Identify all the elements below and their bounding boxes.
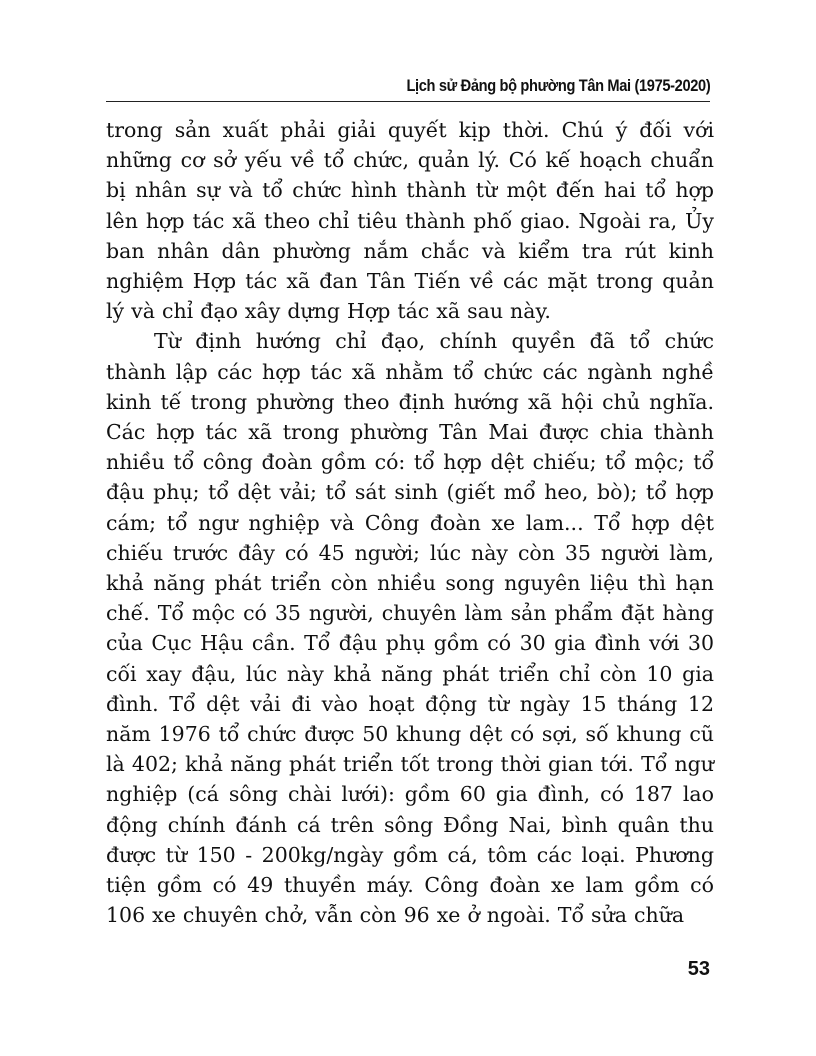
- paragraph: Từ định hướng chỉ đạo, chính quyền đã tổ chức thành lập các hợp tác xã nhằm tổ chức các ngành nghề kinh tế trong phường theo định hướng xã hội chủ nghĩa. Các hợp tác xã trong phường Tân Mai được chia thành nhiều tổ công đoàn gồm có: tổ hợp dệt chiếu; tổ mộc; tổ đậu phụ; tổ dệt vải; tổ sát sinh (giết mổ heo, bò); tổ hợp cám; tổ ngư nghiệp và Công đoàn xe lam... Tổ hợp dệt chiếu trước đây có 45 người; lúc này còn 35 người làm, khả năng phát triển còn nhiều song nguyên liệu thì hạn chế. Tổ mộc có 35 người, chuyên làm sản phẩm đặt hàng của Cục Hậu cần. Tổ đậu phụ gồm có 30 gia đình với 30 cối xay đậu, lúc này khả năng phát triển chỉ còn 10 gia đình. Tổ dệt vải đi vào hoạt động từ ngày 15 tháng 12 năm 1976 tổ chức được 50 khung dệt có sợi, số khung cũ là 402; khả năng phát triển tốt trong thời gian tới. Tổ ngư nghiệp (cá sông chài lưới): gồm 60 gia đình, có 187 lao động chính đánh cá trên sông Đồng Nai, bình quân thu được từ 150 - 200kg/ngày gồm cá, tôm các loại. Phương tiện gồm có 49 thuyền máy. Công đoàn xe lam gồm có 106 xe chuyên chở, vẫn còn 96 xe ở ngoài. Tổ sửa chữa: [106, 329, 714, 928]
- header-rule: [106, 101, 710, 102]
- paragraph-continued: trong sản xuất phải giải quyết kịp thời. Chú ý đối với những cơ sở yếu về tổ chức, quản lý. Có kế hoạch chuẩn bị nhân sự và tổ chức hình thành từ một đến hai tổ hợp lên hợp tác xã theo chỉ tiêu thành phố giao. Ngoài ra, Ủy ban nhân dân phường nắm chắc và kiểm tra rút kinh nghiệm Hợp tác xã đan Tân Tiến về các mặt trong quản lý và chỉ đạo xây dựng Hợp tác xã sau này.: [106, 118, 714, 324]
- body-text: [106, 115, 714, 930]
- page-number: 53: [687, 958, 710, 980]
- running-header-title: Lịch sử Đảng bộ phường Tân Mai (1975-2020): [406, 76, 710, 95]
